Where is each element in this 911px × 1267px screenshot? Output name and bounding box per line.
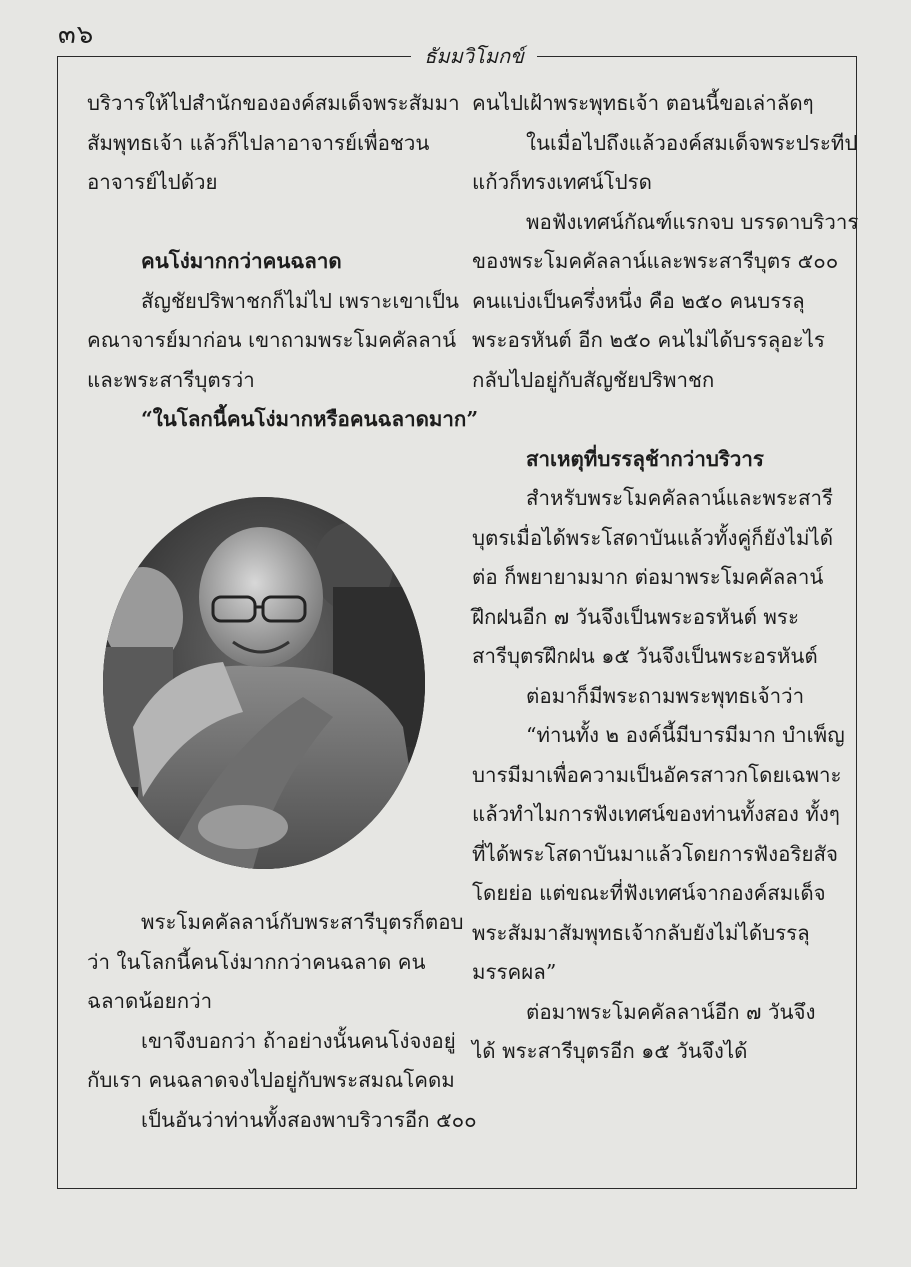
text-line: ว่า ในโลกนี้คนโง่มากกว่าคนฉลาด คน (87, 949, 426, 974)
text-line: แก้วก็ทรงเทศน์โปรด (472, 170, 652, 194)
page-number: ๓๖ (58, 20, 95, 50)
right-column (472, 84, 859, 1072)
text-line: สัญชัยปริพาชกก็ไม่ไป เพราะเขาเป็น (141, 288, 459, 313)
text-line: ได้ พระสารีบุตรอีก ๑๕ วันจึงได้ (472, 1039, 748, 1063)
text-line: แล้วทำไมการฟังเทศน์ของท่านทั้งสอง ทั้งๆ (472, 802, 840, 826)
text-line: พระอรหันต์ อีก ๒๕๐ คนไม่ได้บรรลุอะไร (472, 328, 825, 352)
text-line: เขาจึงบอกว่า ถ้าอย่างนั้นคนโง่จงอยู่ (141, 1028, 456, 1053)
text-line: พอฟังเทศน์กัณฑ์แรกจบ บรรดาบริวาร (526, 209, 859, 234)
monk-portrait-photo (103, 497, 425, 869)
text-line: ของพระโมคคัลลาน์และพระสารีบุตร ๕๐๐ (472, 249, 839, 273)
section-heading: สาเหตุที่บรรลุช้ากว่าบริวาร (526, 446, 764, 471)
text-line: คนแบ่งเป็นครึ่งหนึ่ง คือ ๒๕๐ คนบรรลุ (472, 288, 805, 313)
text-line: ฉลาดน้อยกว่า (87, 989, 213, 1013)
text-line: สำหรับพระโมคคัลลาน์และพระสารี (526, 486, 834, 510)
text-line: อาจารย์ไปด้วย (87, 170, 218, 194)
section-heading: คนโง่มากกว่าคนฉลาด (141, 249, 342, 273)
text-line: มรรคผล” (472, 960, 557, 984)
text-line: ที่ได้พระโสดาบันมาแล้วโดยการฟังอริยสัจ (472, 841, 839, 866)
text-line: “ท่านทั้ง ๒ องค์นี้มีบารมีมาก บำเพ็ญ (526, 723, 845, 747)
text-line: พระสัมมาสัมพุทธเจ้ากลับยังไม่ได้บรรลุ (472, 920, 810, 945)
left-column-top (87, 84, 479, 440)
left-column-bottom (87, 903, 477, 1140)
spacer (87, 203, 447, 243)
text-line: พระโมคคัลลาน์กับพระสารีบุตรก็ตอบ (141, 910, 464, 934)
text-line: กับเรา คนฉลาดจงไปอยู่กับพระสมณโคดม (87, 1068, 455, 1092)
text-line: สารีบุตรฝึกฝน ๑๕ วันจึงเป็นพระอรหันต์ (472, 644, 818, 668)
text-line: สัมพุทธเจ้า แล้วก็ไปลาอาจารย์เพื่อชวน (87, 130, 430, 155)
text-line: บารมีมาเพื่อความเป็นอัครสาวกโดยเฉพาะ (472, 762, 842, 787)
text-line: และพระสารีบุตรว่า (87, 367, 255, 392)
text-line: ต่อ ก็พยายามมาก ต่อมาพระโมคคัลลาน์ (472, 565, 824, 589)
text-line: ฝึกฝนอีก ๗ วันจึงเป็นพระอรหันต์ พระ (472, 604, 799, 629)
text-line: ในเมื่อไปถึงแล้วองค์สมเด็จพระประทีป (526, 130, 858, 155)
text-line: เป็นอันว่าท่านทั้งสองพาบริวารอีก ๕๐๐ (141, 1107, 477, 1132)
text-line: คนไปเฝ้าพระพุทธเจ้า ตอนนี้ขอเล่าลัดๆ (472, 91, 814, 115)
text-line: คณาจารย์มาก่อน เขาถามพระโมคคัลลาน์ (87, 328, 457, 352)
text-line: โดยย่อ แต่ขณะที่ฟังเทศน์จากองค์สมเด็จ (472, 881, 826, 905)
quote-line: “ในโลกนี้คนโง่มากหรือคนฉลาดมาก” (141, 407, 479, 431)
text-line: บุตรเมื่อได้พระโสดาบันแล้วทั้งคู่ก็ยังไม่ได้ (472, 525, 834, 550)
spacer (472, 400, 832, 440)
portrait-illustration (103, 497, 425, 869)
running-header-title: ธัมมวิโมกข์ (424, 44, 524, 68)
text-line: บริวารให้ไปสำนักขององค์สมเด็จพระสัมมา (87, 91, 460, 115)
text-line: ต่อมาก็มีพระถามพระพุทธเจ้าว่า (526, 683, 805, 708)
text-line: ต่อมาพระโมคคัลลาน์อีก ๗ วันจึง (526, 999, 816, 1024)
text-line: กลับไปอยู่กับสัญชัยปริพาชก (472, 367, 715, 392)
